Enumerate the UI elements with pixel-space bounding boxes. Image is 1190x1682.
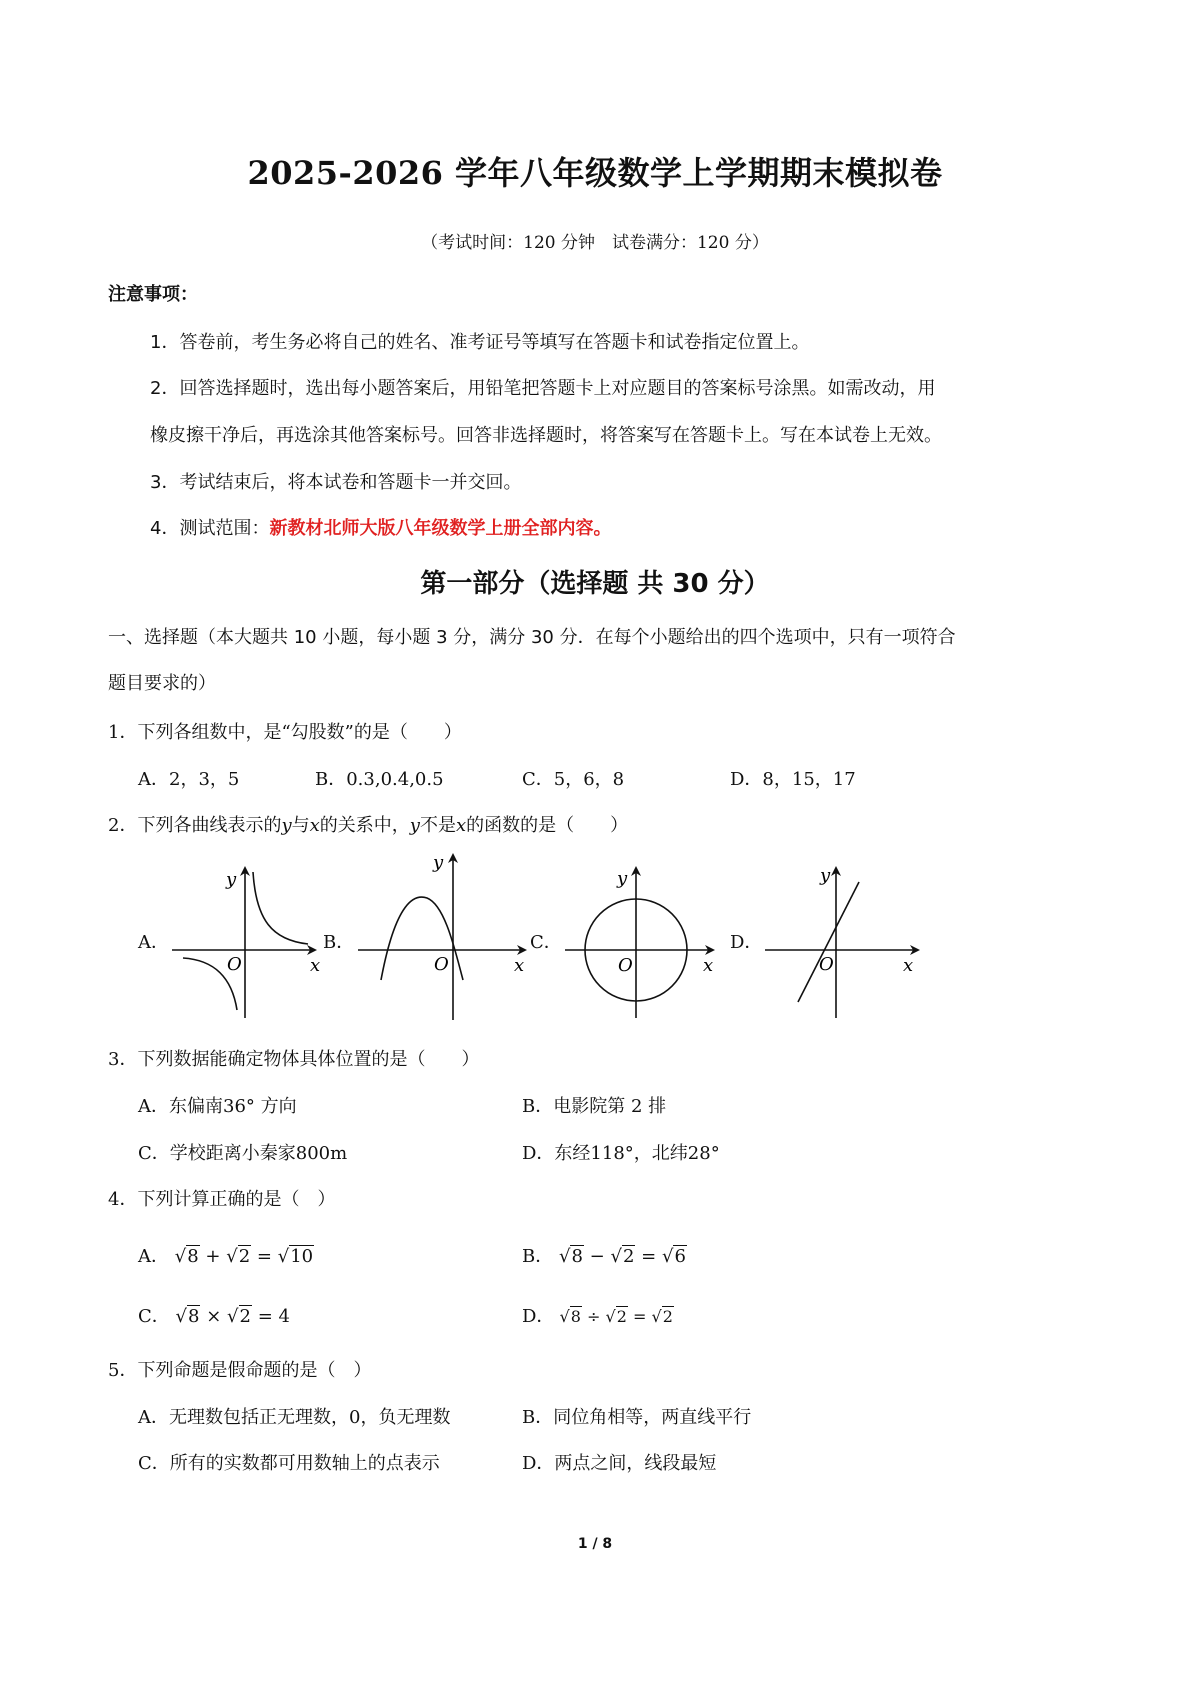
q4-b-op: − [589,1246,605,1267]
q2-var-y-2: y [409,815,420,836]
q2-graphs [0,850,1190,1025]
q4-d-op: ÷ [587,1307,601,1326]
q4-a-op: + [205,1246,221,1267]
q2-var-y: y [281,815,292,836]
q4-a-eq: = [256,1246,272,1267]
notice-item-4 [150,514,611,540]
question-2-stem [108,811,628,837]
q2-label-c: C． [530,932,562,953]
q4-a-radicand-1: 8 [187,1246,199,1267]
sqrt-icon: √ [174,1246,187,1267]
q5-option-c: C．所有的实数都可用数轴上的点表示 [138,1453,440,1474]
q1-option-a: A．2，3，5 [138,769,240,790]
q4-b-radicand-2: 2 [622,1246,635,1267]
notice-item-3: 3．考试结束后，将本试卷和答题卡一并交回。 [150,472,522,493]
q3-option-c: C．学校距离小秦家800m [138,1143,348,1164]
q4-c-radicand-2: 2 [239,1306,251,1327]
question-5-stem: 5．下列命题是假命题的是（ ） [108,1360,372,1381]
graph-b-y-label: y [433,852,444,873]
q4-a-radicand-2: 2 [238,1246,251,1267]
q4-b-radicand-3: 6 [674,1246,686,1267]
q1-option-b: B．0.3,0.4,0.5 [315,769,444,790]
q2-stem-mid3: 不是 [419,815,456,836]
question-1-stem: 1．下列各组数中，是“勾股数”的是（ ） [108,722,462,743]
q3-option-b: B．电影院第 2 排 [522,1096,667,1117]
q1-option-d: D．8，15，17 [730,769,856,790]
section-instruction-cont: 题目要求的） [108,673,216,694]
q4-c-eq: = [257,1306,273,1327]
graph-a-y-label: y [226,869,237,890]
sqrt-icon: √ [605,1307,616,1326]
q4-a-radicand-3: 10 [290,1246,314,1267]
q4-label-a: A． [138,1246,169,1267]
q5-option-a: A．无理数包括正无理数，0，负无理数 [138,1407,451,1428]
graph-c-circle [565,868,713,1018]
q4-label-c: C． [138,1306,170,1327]
notice-item-4-prefix: 4．测试范围： [150,518,270,539]
graph-d-line [765,865,918,1018]
question-3-stem: 3．下列数据能确定物体具体位置的是（ ） [108,1049,480,1070]
q4-option-b [522,1242,687,1268]
sqrt-icon: √ [661,1246,674,1267]
q2-stem-mid2: 的关系中， [319,815,410,836]
q2-stem-end: 的函数的是（ ） [466,815,629,836]
sqrt-icon: √ [175,1306,187,1327]
q2-var-x-2: x [455,815,467,836]
q4-option-c [138,1302,290,1328]
q4-d-radicand-1: 8 [570,1307,581,1326]
q4-c-result: 4 [278,1306,290,1327]
q3-option-a: A．东偏南36° 方向 [138,1096,297,1117]
graph-a-x-label: x [310,955,321,976]
sqrt-icon: √ [651,1307,662,1326]
q4-d-eq: = [633,1307,647,1326]
q4-option-a [138,1242,314,1268]
q4-d-radicand-3: 2 [662,1307,673,1326]
sqrt-icon: √ [610,1246,622,1267]
q4-d-radicand-2: 2 [616,1307,627,1326]
sqrt-icon: √ [558,1246,571,1267]
page-number: 1 / 8 [577,1536,613,1552]
q4-c-op: × [206,1306,222,1327]
exam-title: 2025-2026 学年八年级数学上学期期末模拟卷 [247,154,943,192]
graph-c-y-label: y [617,868,628,889]
notice-item-2: 2．回答选择题时，选出每小题答案后，用铅笔把答题卡上对应题目的答案标号涂黑。如需改动，用 [150,378,936,399]
test-scope: 新教材北师大版八年级数学上册全部内容。 [269,518,612,539]
graph-b-parabola [358,852,525,1020]
graph-c-origin: O [618,955,633,976]
q4-label-d: D． [522,1306,555,1327]
q3-option-d: D．东经118°，北纬28° [522,1143,720,1164]
graph-b-origin: O [434,954,449,975]
graph-a-hyperbola [172,868,320,1018]
q4-b-radicand-1: 8 [571,1246,583,1267]
q4-b-eq: = [641,1246,657,1267]
sqrt-icon: √ [559,1307,570,1326]
q4-option-d [522,1302,674,1328]
exam-subtitle: （考试时间：120 分钟 试卷满分：120 分） [421,233,769,253]
graph-b-x-label: x [514,955,525,976]
sqrt-icon: √ [277,1246,290,1267]
graph-c-x-label: x [703,955,714,976]
q5-option-d: D．两点之间，线段最短 [522,1453,717,1474]
q2-label-a: A． [138,932,169,953]
graph-a-origin: O [227,954,242,975]
q2-stem-pre: 2．下列各曲线表示的 [108,815,282,836]
q2-label-b: B． [323,932,355,953]
notice-item-1: 1．答卷前，考生务必将自己的姓名、准考证号等填写在答题卡和试卷指定位置上。 [150,332,810,353]
q1-option-c: C．5，6，8 [522,769,625,790]
q5-option-b: B．同位角相等，两直线平行 [522,1407,752,1428]
question-4-stem: 4．下列计算正确的是（ ） [108,1189,336,1210]
q2-label-d: D． [730,932,763,953]
part-one-title: 第一部分（选择题 共 30 分） [420,569,770,599]
sqrt-icon: √ [227,1306,239,1327]
q2-stem-mid1: 与 [291,815,310,836]
q4-c-radicand-1: 8 [188,1306,200,1327]
section-instruction: 一、选择题（本大题共 10 小题，每小题 3 分，满分 30 分．在每个小题给出的四个选项中，只有一项符合 [108,627,956,648]
notice-heading: 注意事项： [108,284,198,305]
notice-item-2-cont: 橡皮擦干净后，再选涂其他答案标号。回答非选择题时，将答案写在答题卡上。写在本试卷上无效。 [150,425,942,446]
graph-d-y-label: y [820,865,831,886]
graph-d-x-label: x [903,955,914,976]
graph-d-origin: O [819,954,834,975]
q4-label-b: B． [522,1246,554,1267]
sqrt-icon: √ [226,1246,238,1267]
q2-var-x: x [309,815,320,836]
